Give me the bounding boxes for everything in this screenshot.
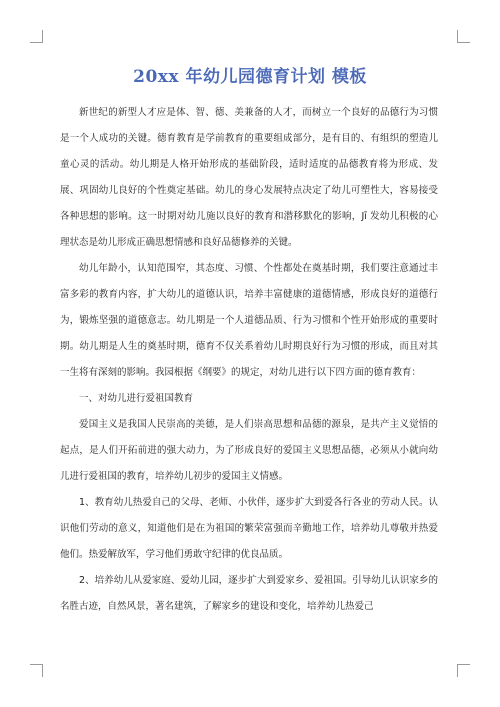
crop-mark-bottom-left: [30, 664, 43, 677]
paragraph-item-1: 1、教育幼儿热爱自己的父母、老师、小伙伴，逐步扩大到爱各行各业的劳动人民。认识他们劳动的意义，知道他们是在为祖国的繁荣富强而辛勤地工作，培养幼儿尊敬并热爱他们。热爱解放军，学习他们勇敢守纪律的优良品质。: [60, 497, 438, 560]
paragraph-patriotism: 爱国主义是我国人民崇高的美德，是人们崇高思想和品德的源泉，是共产主义觉悟的起点，是人们开拓前进的强大动力，为了形成良好的爱国主义思想品德，必须从小就向幼儿进行爱祖国的教育，培养幼儿初步的爱国主义情感。: [60, 419, 438, 482]
crop-mark-top-right: [457, 30, 470, 43]
document-title: 20xx 年幼儿园德育计划 模板: [133, 67, 367, 87]
crop-mark-top-left: [30, 30, 43, 43]
paragraph-item-2: 2、培养幼儿从爱家庭、爱幼儿园，逐步扩大到爱家乡、爱祖国。引导幼儿认识家乡的名胜古迹，自然风景，著名建筑，了解家乡的建设和变化，培养幼儿热爱己: [60, 575, 438, 612]
paragraph-intro: 新世纪的新型人才应是体、智、德、美兼备的人才，而树立一个良好的品德行为习惯是一个人成功的关键。德育教育是学前教育的重要组成部分，是有目的、有组织的塑造儿童心灵的活动。幼儿期是人格开始形成的基础阶段，适时适度的品德教育将为形成、发展、巩固幼儿良好的个性奠定基础。幼儿的身心发展特点决定了幼儿可塑性大，容易接受各种思想的影响。这一时期对幼儿施以良好的教育和潜移默化的影响，Jī 发幼儿积极的心理状态是幼儿形成正确思想情感和良好品德修养的关键。: [60, 107, 438, 248]
section-heading-patriotism: 一、对幼儿进行爱祖国教育: [79, 393, 194, 404]
document-body: [60, 100, 438, 620]
paragraph-childhood: 幼儿年龄小，认知范围窄，其态度、习惯、个性都处在奠基时期，我们要注意通过丰富多彩的教育内容，扩大幼儿的道德认识，培养丰富健康的道德情感，形成良好的道德行为，锻炼坚强的道德意志。幼儿期是一个人道德品质、行为习惯和个性开始形成的重要时期。幼儿期是人生的奠基时期，德育不仅关系着幼儿时期良好行为习惯的形成，而且对其一生将有深刻的影响。我园根据《纲要》的规定，对幼儿进行以下四方面的德育教育：: [60, 263, 438, 378]
crop-mark-bottom-right: [457, 664, 470, 677]
